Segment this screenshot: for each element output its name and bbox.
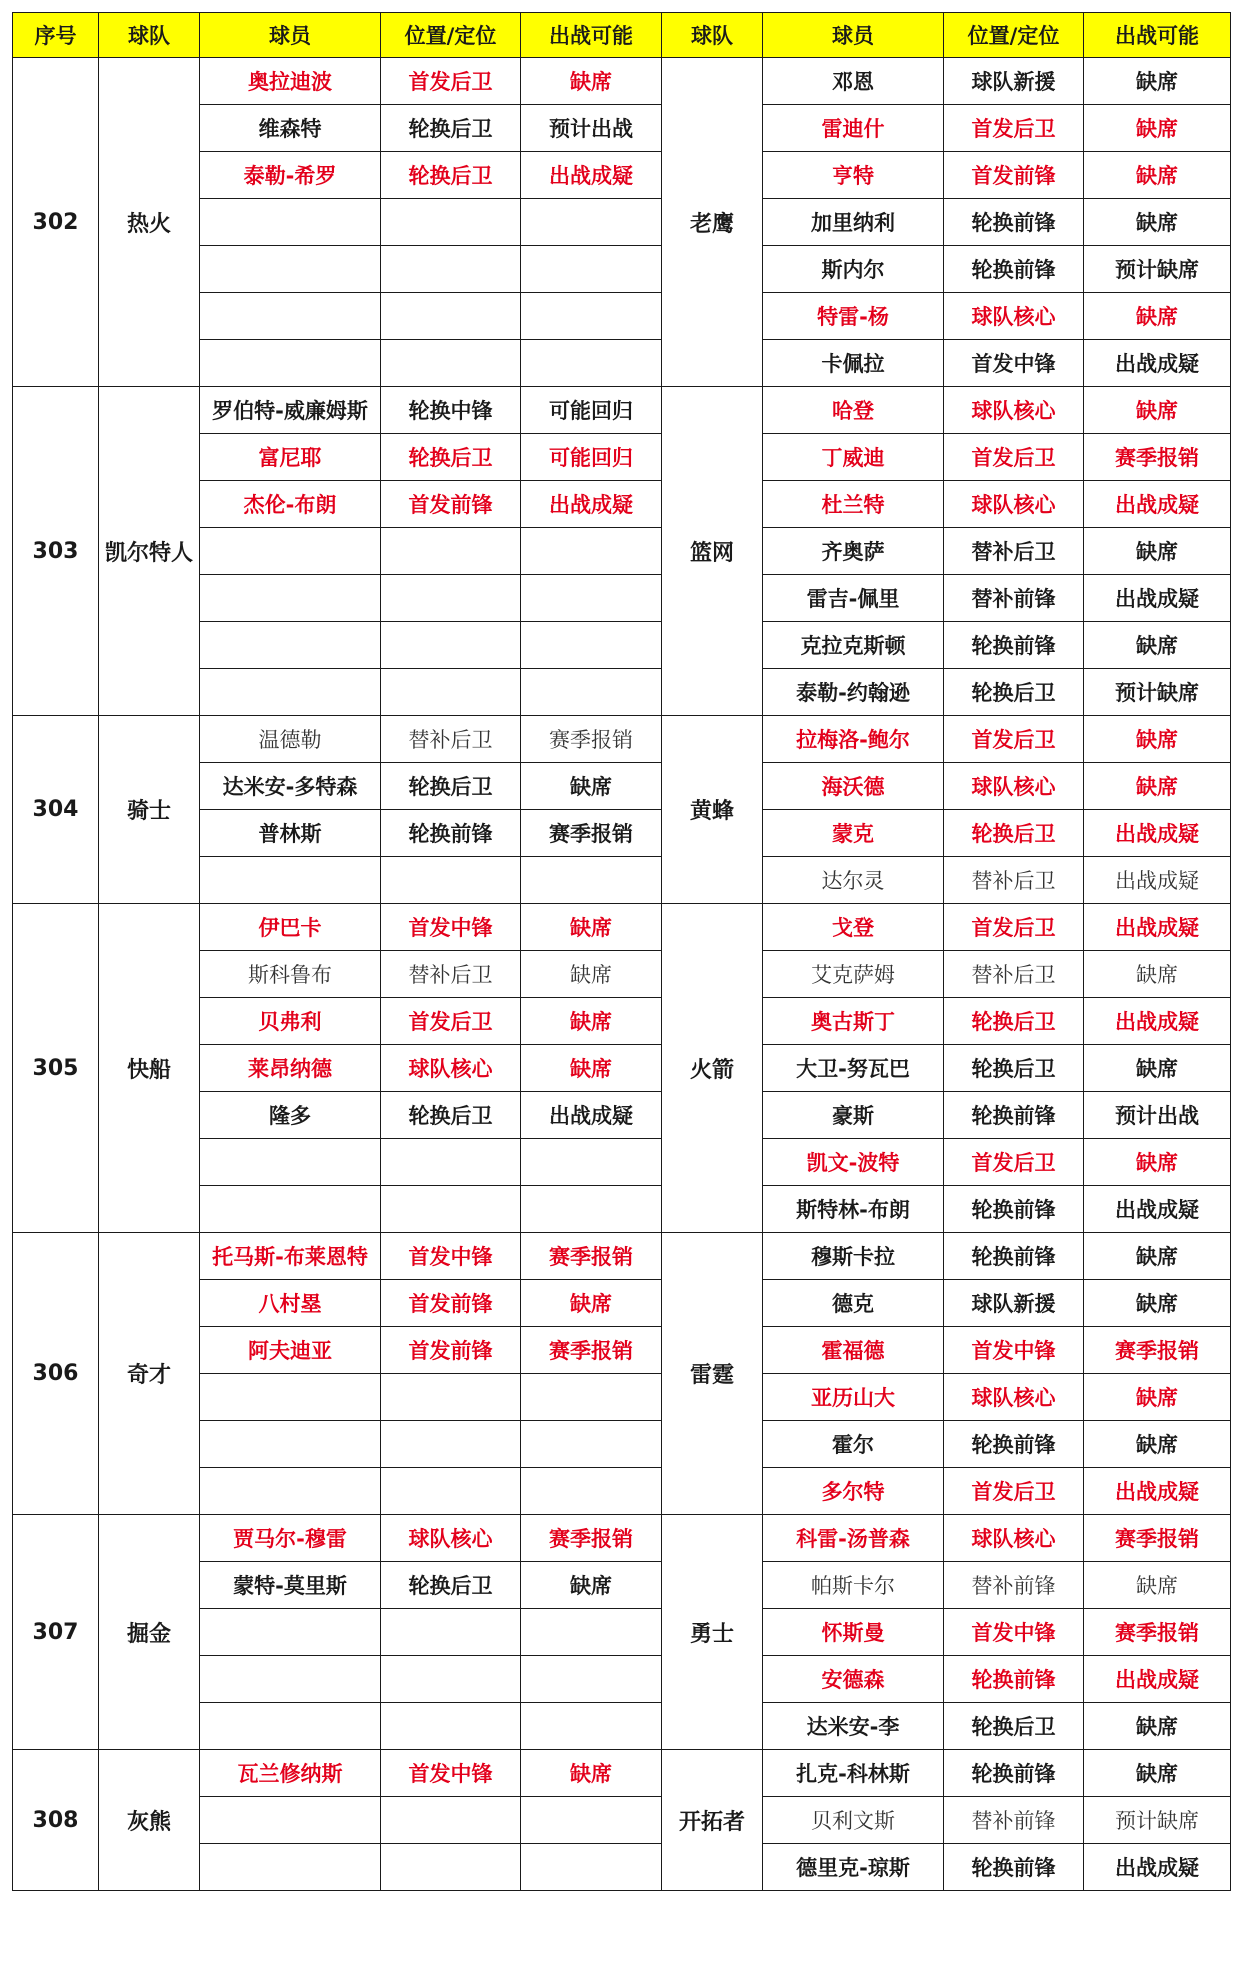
left-position-cell: 球队核心	[381, 1045, 521, 1092]
right-status-cell: 缺席	[1084, 1139, 1231, 1186]
left-position-cell	[381, 1374, 521, 1421]
left-position-cell	[381, 1797, 521, 1844]
left-status-cell: 可能回归	[521, 434, 662, 481]
right-player-cell: 加里纳利	[763, 199, 944, 246]
left-player-cell: 奥拉迪波	[200, 58, 381, 105]
right-position-cell: 首发后卫	[944, 716, 1084, 763]
left-team-name: 灰熊	[99, 1750, 200, 1891]
right-position-cell: 轮换前锋	[944, 1186, 1084, 1233]
left-player-cell	[200, 669, 381, 716]
right-position-cell: 轮换前锋	[944, 1092, 1084, 1139]
left-position-cell	[381, 575, 521, 622]
left-position-cell: 轮换后卫	[381, 1092, 521, 1139]
left-position-cell: 首发后卫	[381, 58, 521, 105]
left-player-cell: 富尼耶	[200, 434, 381, 481]
right-position-cell: 球队新援	[944, 58, 1084, 105]
left-player-cell	[200, 857, 381, 904]
right-position-cell: 首发中锋	[944, 340, 1084, 387]
right-team-name: 勇士	[662, 1515, 763, 1750]
right-player-cell: 德里克-琼斯	[763, 1844, 944, 1891]
left-player-cell: 温德勒	[200, 716, 381, 763]
right-team-name: 老鹰	[662, 58, 763, 387]
left-position-cell: 首发中锋	[381, 904, 521, 951]
left-player-cell	[200, 1374, 381, 1421]
left-position-cell: 首发后卫	[381, 998, 521, 1045]
right-player-cell: 豪斯	[763, 1092, 944, 1139]
right-status-cell: 缺席	[1084, 1233, 1231, 1280]
left-status-cell	[521, 1609, 662, 1656]
right-player-cell: 丁威迪	[763, 434, 944, 481]
header-num: 序号	[13, 13, 99, 58]
left-status-cell	[521, 1374, 662, 1421]
right-status-cell: 出战成疑	[1084, 340, 1231, 387]
left-player-cell: 斯科鲁布	[200, 951, 381, 998]
right-player-cell: 蒙克	[763, 810, 944, 857]
left-status-cell	[521, 1797, 662, 1844]
right-status-cell: 缺席	[1084, 951, 1231, 998]
header-right-position: 位置/定位	[944, 13, 1084, 58]
left-position-cell	[381, 1421, 521, 1468]
right-status-cell: 预计出战	[1084, 1092, 1231, 1139]
right-status-cell: 赛季报销	[1084, 1515, 1231, 1562]
left-player-cell: 达米安-多特森	[200, 763, 381, 810]
right-status-cell: 赛季报销	[1084, 1609, 1231, 1656]
left-status-cell	[521, 1139, 662, 1186]
left-player-cell: 贝弗利	[200, 998, 381, 1045]
header-left-position: 位置/定位	[381, 13, 521, 58]
left-team-name: 快船	[99, 904, 200, 1233]
left-player-cell	[200, 199, 381, 246]
right-status-cell: 预计缺席	[1084, 669, 1231, 716]
right-position-cell: 轮换后卫	[944, 810, 1084, 857]
right-team-name: 黄蜂	[662, 716, 763, 904]
right-position-cell: 球队核心	[944, 763, 1084, 810]
right-status-cell: 缺席	[1084, 622, 1231, 669]
right-position-cell: 轮换后卫	[944, 1045, 1084, 1092]
game-number: 307	[13, 1515, 99, 1750]
right-player-cell: 斯内尔	[763, 246, 944, 293]
right-position-cell: 首发后卫	[944, 1139, 1084, 1186]
left-player-cell	[200, 1703, 381, 1750]
left-position-cell: 轮换中锋	[381, 387, 521, 434]
header-left-status: 出战可能	[521, 13, 662, 58]
right-position-cell: 轮换前锋	[944, 1421, 1084, 1468]
left-position-cell	[381, 1609, 521, 1656]
right-player-cell: 德克	[763, 1280, 944, 1327]
header-row	[13, 13, 1231, 58]
left-position-cell	[381, 622, 521, 669]
right-player-cell: 雷吉-佩里	[763, 575, 944, 622]
left-position-cell	[381, 857, 521, 904]
right-status-cell: 出战成疑	[1084, 904, 1231, 951]
right-player-cell: 帕斯卡尔	[763, 1562, 944, 1609]
right-status-cell: 缺席	[1084, 716, 1231, 763]
game-number: 308	[13, 1750, 99, 1891]
right-player-cell: 霍福德	[763, 1327, 944, 1374]
left-player-cell	[200, 1421, 381, 1468]
right-team-name: 篮网	[662, 387, 763, 716]
right-position-cell: 替补后卫	[944, 528, 1084, 575]
left-player-cell: 泰勒-希罗	[200, 152, 381, 199]
left-player-cell	[200, 1797, 381, 1844]
left-player-cell: 莱昂纳德	[200, 1045, 381, 1092]
right-player-cell: 凯文-波特	[763, 1139, 944, 1186]
left-team-name: 凯尔特人	[99, 387, 200, 716]
left-status-cell	[521, 1421, 662, 1468]
right-status-cell: 缺席	[1084, 152, 1231, 199]
left-status-cell: 赛季报销	[521, 1327, 662, 1374]
left-player-cell: 八村塁	[200, 1280, 381, 1327]
left-team-name: 掘金	[99, 1515, 200, 1750]
right-status-cell: 赛季报销	[1084, 1327, 1231, 1374]
right-status-cell: 缺席	[1084, 105, 1231, 152]
left-position-cell: 轮换后卫	[381, 434, 521, 481]
table-row	[13, 1233, 1231, 1280]
right-status-cell: 出战成疑	[1084, 810, 1231, 857]
left-player-cell	[200, 1139, 381, 1186]
left-position-cell: 替补后卫	[381, 716, 521, 763]
right-player-cell: 齐奥萨	[763, 528, 944, 575]
left-status-cell: 出战成疑	[521, 1092, 662, 1139]
left-status-cell: 赛季报销	[521, 716, 662, 763]
right-status-cell: 缺席	[1084, 528, 1231, 575]
left-position-cell: 首发前锋	[381, 481, 521, 528]
left-status-cell: 缺席	[521, 1280, 662, 1327]
table-row	[13, 1515, 1231, 1562]
left-player-cell: 杰伦-布朗	[200, 481, 381, 528]
left-team-name: 奇才	[99, 1233, 200, 1515]
left-player-cell	[200, 1844, 381, 1891]
right-team-name: 雷霆	[662, 1233, 763, 1515]
left-position-cell: 首发前锋	[381, 1280, 521, 1327]
right-player-cell: 达米安-李	[763, 1703, 944, 1750]
right-position-cell: 首发后卫	[944, 904, 1084, 951]
game-number: 303	[13, 387, 99, 716]
header-right-team: 球队	[662, 13, 763, 58]
right-status-cell: 出战成疑	[1084, 857, 1231, 904]
left-status-cell: 缺席	[521, 763, 662, 810]
right-status-cell: 缺席	[1084, 1562, 1231, 1609]
right-status-cell: 出战成疑	[1084, 1468, 1231, 1515]
right-status-cell: 缺席	[1084, 1421, 1231, 1468]
left-status-cell	[521, 1703, 662, 1750]
left-player-cell: 普林斯	[200, 810, 381, 857]
left-position-cell	[381, 1139, 521, 1186]
left-position-cell: 首发中锋	[381, 1750, 521, 1797]
right-position-cell: 替补前锋	[944, 1797, 1084, 1844]
right-position-cell: 球队核心	[944, 387, 1084, 434]
right-player-cell: 科雷-汤普森	[763, 1515, 944, 1562]
left-status-cell: 赛季报销	[521, 1233, 662, 1280]
right-player-cell: 穆斯卡拉	[763, 1233, 944, 1280]
left-position-cell: 首发前锋	[381, 1327, 521, 1374]
right-position-cell: 轮换前锋	[944, 1233, 1084, 1280]
left-player-cell: 罗伯特-威廉姆斯	[200, 387, 381, 434]
right-player-cell: 安德森	[763, 1656, 944, 1703]
right-position-cell: 轮换后卫	[944, 998, 1084, 1045]
left-player-cell	[200, 1468, 381, 1515]
right-player-cell: 亚历山大	[763, 1374, 944, 1421]
left-player-cell: 维森特	[200, 105, 381, 152]
right-player-cell: 卡佩拉	[763, 340, 944, 387]
right-status-cell: 缺席	[1084, 293, 1231, 340]
left-player-cell: 阿夫迪亚	[200, 1327, 381, 1374]
left-status-cell: 赛季报销	[521, 1515, 662, 1562]
left-status-cell	[521, 1186, 662, 1233]
left-position-cell	[381, 1703, 521, 1750]
right-player-cell: 泰勒-约翰逊	[763, 669, 944, 716]
left-position-cell: 轮换后卫	[381, 763, 521, 810]
game-number: 305	[13, 904, 99, 1233]
game-number: 302	[13, 58, 99, 387]
right-position-cell: 首发后卫	[944, 105, 1084, 152]
right-status-cell: 缺席	[1084, 1280, 1231, 1327]
right-status-cell: 缺席	[1084, 1750, 1231, 1797]
right-status-cell: 出战成疑	[1084, 1844, 1231, 1891]
right-player-cell: 达尔灵	[763, 857, 944, 904]
right-position-cell: 轮换前锋	[944, 622, 1084, 669]
left-position-cell	[381, 1186, 521, 1233]
right-player-cell: 雷迪什	[763, 105, 944, 152]
left-status-cell: 缺席	[521, 998, 662, 1045]
right-position-cell: 轮换前锋	[944, 1750, 1084, 1797]
right-position-cell: 轮换前锋	[944, 1656, 1084, 1703]
right-team-name: 火箭	[662, 904, 763, 1233]
right-position-cell: 球队核心	[944, 481, 1084, 528]
right-status-cell: 出战成疑	[1084, 1656, 1231, 1703]
left-position-cell: 轮换后卫	[381, 105, 521, 152]
left-position-cell	[381, 669, 521, 716]
left-status-cell: 赛季报销	[521, 810, 662, 857]
right-position-cell: 轮换后卫	[944, 1703, 1084, 1750]
right-player-cell: 霍尔	[763, 1421, 944, 1468]
right-position-cell: 替补后卫	[944, 951, 1084, 998]
injury-table	[12, 12, 1231, 1891]
left-player-cell	[200, 340, 381, 387]
injury-report-sheet	[12, 12, 1230, 1891]
right-status-cell: 出战成疑	[1084, 998, 1231, 1045]
left-status-cell	[521, 622, 662, 669]
left-player-cell: 瓦兰修纳斯	[200, 1750, 381, 1797]
left-player-cell	[200, 1656, 381, 1703]
right-player-cell: 贝利文斯	[763, 1797, 944, 1844]
right-position-cell: 球队核心	[944, 1374, 1084, 1421]
left-position-cell: 轮换后卫	[381, 152, 521, 199]
right-player-cell: 杜兰特	[763, 481, 944, 528]
left-status-cell	[521, 857, 662, 904]
header-right-status: 出战可能	[1084, 13, 1231, 58]
right-position-cell: 轮换前锋	[944, 199, 1084, 246]
left-position-cell: 球队核心	[381, 1515, 521, 1562]
game-number: 304	[13, 716, 99, 904]
table-body	[13, 58, 1231, 1891]
right-player-cell: 奥古斯丁	[763, 998, 944, 1045]
left-player-cell	[200, 293, 381, 340]
game-number: 306	[13, 1233, 99, 1515]
left-status-cell: 出战成疑	[521, 152, 662, 199]
left-position-cell: 轮换前锋	[381, 810, 521, 857]
right-position-cell: 首发中锋	[944, 1609, 1084, 1656]
right-position-cell: 替补后卫	[944, 857, 1084, 904]
left-status-cell: 缺席	[521, 1562, 662, 1609]
left-status-cell: 出战成疑	[521, 481, 662, 528]
left-status-cell	[521, 669, 662, 716]
left-position-cell	[381, 340, 521, 387]
right-position-cell: 球队新援	[944, 1280, 1084, 1327]
left-player-cell	[200, 528, 381, 575]
left-position-cell	[381, 1656, 521, 1703]
left-player-cell	[200, 246, 381, 293]
left-status-cell	[521, 293, 662, 340]
right-player-cell: 艾克萨姆	[763, 951, 944, 998]
right-status-cell: 缺席	[1084, 763, 1231, 810]
left-status-cell	[521, 1844, 662, 1891]
right-position-cell: 轮换前锋	[944, 1844, 1084, 1891]
table-row	[13, 716, 1231, 763]
right-position-cell: 轮换后卫	[944, 669, 1084, 716]
left-position-cell	[381, 1844, 521, 1891]
right-player-cell: 亨特	[763, 152, 944, 199]
left-status-cell	[521, 1468, 662, 1515]
left-status-cell	[521, 575, 662, 622]
right-status-cell: 缺席	[1084, 387, 1231, 434]
header-right-player: 球员	[763, 13, 944, 58]
left-position-cell: 首发中锋	[381, 1233, 521, 1280]
left-position-cell	[381, 1468, 521, 1515]
left-status-cell	[521, 199, 662, 246]
left-position-cell	[381, 199, 521, 246]
right-status-cell: 预计缺席	[1084, 1797, 1231, 1844]
left-player-cell	[200, 622, 381, 669]
right-player-cell: 大卫-努瓦巴	[763, 1045, 944, 1092]
table-row	[13, 904, 1231, 951]
left-player-cell	[200, 1609, 381, 1656]
left-status-cell: 缺席	[521, 58, 662, 105]
right-player-cell: 特雷-杨	[763, 293, 944, 340]
left-status-cell: 缺席	[521, 951, 662, 998]
left-player-cell	[200, 1186, 381, 1233]
left-status-cell	[521, 1656, 662, 1703]
table-row	[13, 387, 1231, 434]
left-player-cell: 蒙特-莫里斯	[200, 1562, 381, 1609]
left-status-cell	[521, 528, 662, 575]
right-status-cell: 缺席	[1084, 1703, 1231, 1750]
right-position-cell: 球队核心	[944, 1515, 1084, 1562]
left-position-cell	[381, 246, 521, 293]
right-player-cell: 斯特林-布朗	[763, 1186, 944, 1233]
left-player-cell: 托马斯-布莱恩特	[200, 1233, 381, 1280]
left-player-cell: 隆多	[200, 1092, 381, 1139]
header-left-player: 球员	[200, 13, 381, 58]
left-status-cell: 预计出战	[521, 105, 662, 152]
right-position-cell: 轮换前锋	[944, 246, 1084, 293]
table-row	[13, 58, 1231, 105]
left-position-cell	[381, 528, 521, 575]
right-position-cell: 首发中锋	[944, 1327, 1084, 1374]
right-status-cell: 缺席	[1084, 199, 1231, 246]
left-player-cell	[200, 575, 381, 622]
left-status-cell	[521, 340, 662, 387]
right-status-cell: 缺席	[1084, 58, 1231, 105]
right-position-cell: 替补前锋	[944, 1562, 1084, 1609]
right-position-cell: 替补前锋	[944, 575, 1084, 622]
left-status-cell: 可能回归	[521, 387, 662, 434]
right-player-cell: 克拉克斯顿	[763, 622, 944, 669]
right-status-cell: 缺席	[1084, 1374, 1231, 1421]
table-row	[13, 1750, 1231, 1797]
right-status-cell: 出战成疑	[1084, 1186, 1231, 1233]
right-position-cell: 首发前锋	[944, 152, 1084, 199]
right-player-cell: 哈登	[763, 387, 944, 434]
right-position-cell: 首发后卫	[944, 434, 1084, 481]
right-player-cell: 扎克-科林斯	[763, 1750, 944, 1797]
left-position-cell	[381, 293, 521, 340]
right-status-cell: 预计缺席	[1084, 246, 1231, 293]
left-position-cell: 替补后卫	[381, 951, 521, 998]
right-position-cell: 首发后卫	[944, 1468, 1084, 1515]
left-team-name: 骑士	[99, 716, 200, 904]
left-status-cell: 缺席	[521, 1045, 662, 1092]
right-player-cell: 邓恩	[763, 58, 944, 105]
left-status-cell	[521, 246, 662, 293]
left-status-cell: 缺席	[521, 1750, 662, 1797]
right-player-cell: 多尔特	[763, 1468, 944, 1515]
right-player-cell: 怀斯曼	[763, 1609, 944, 1656]
header-left-team: 球队	[99, 13, 200, 58]
right-position-cell: 球队核心	[944, 293, 1084, 340]
right-player-cell: 戈登	[763, 904, 944, 951]
left-position-cell: 轮换后卫	[381, 1562, 521, 1609]
right-status-cell: 出战成疑	[1084, 481, 1231, 528]
left-team-name: 热火	[99, 58, 200, 387]
left-player-cell: 伊巴卡	[200, 904, 381, 951]
right-status-cell: 赛季报销	[1084, 434, 1231, 481]
left-player-cell: 贾马尔-穆雷	[200, 1515, 381, 1562]
right-player-cell: 拉梅洛-鲍尔	[763, 716, 944, 763]
right-status-cell: 出战成疑	[1084, 575, 1231, 622]
right-status-cell: 缺席	[1084, 1045, 1231, 1092]
right-player-cell: 海沃德	[763, 763, 944, 810]
left-status-cell: 缺席	[521, 904, 662, 951]
right-team-name: 开拓者	[662, 1750, 763, 1891]
